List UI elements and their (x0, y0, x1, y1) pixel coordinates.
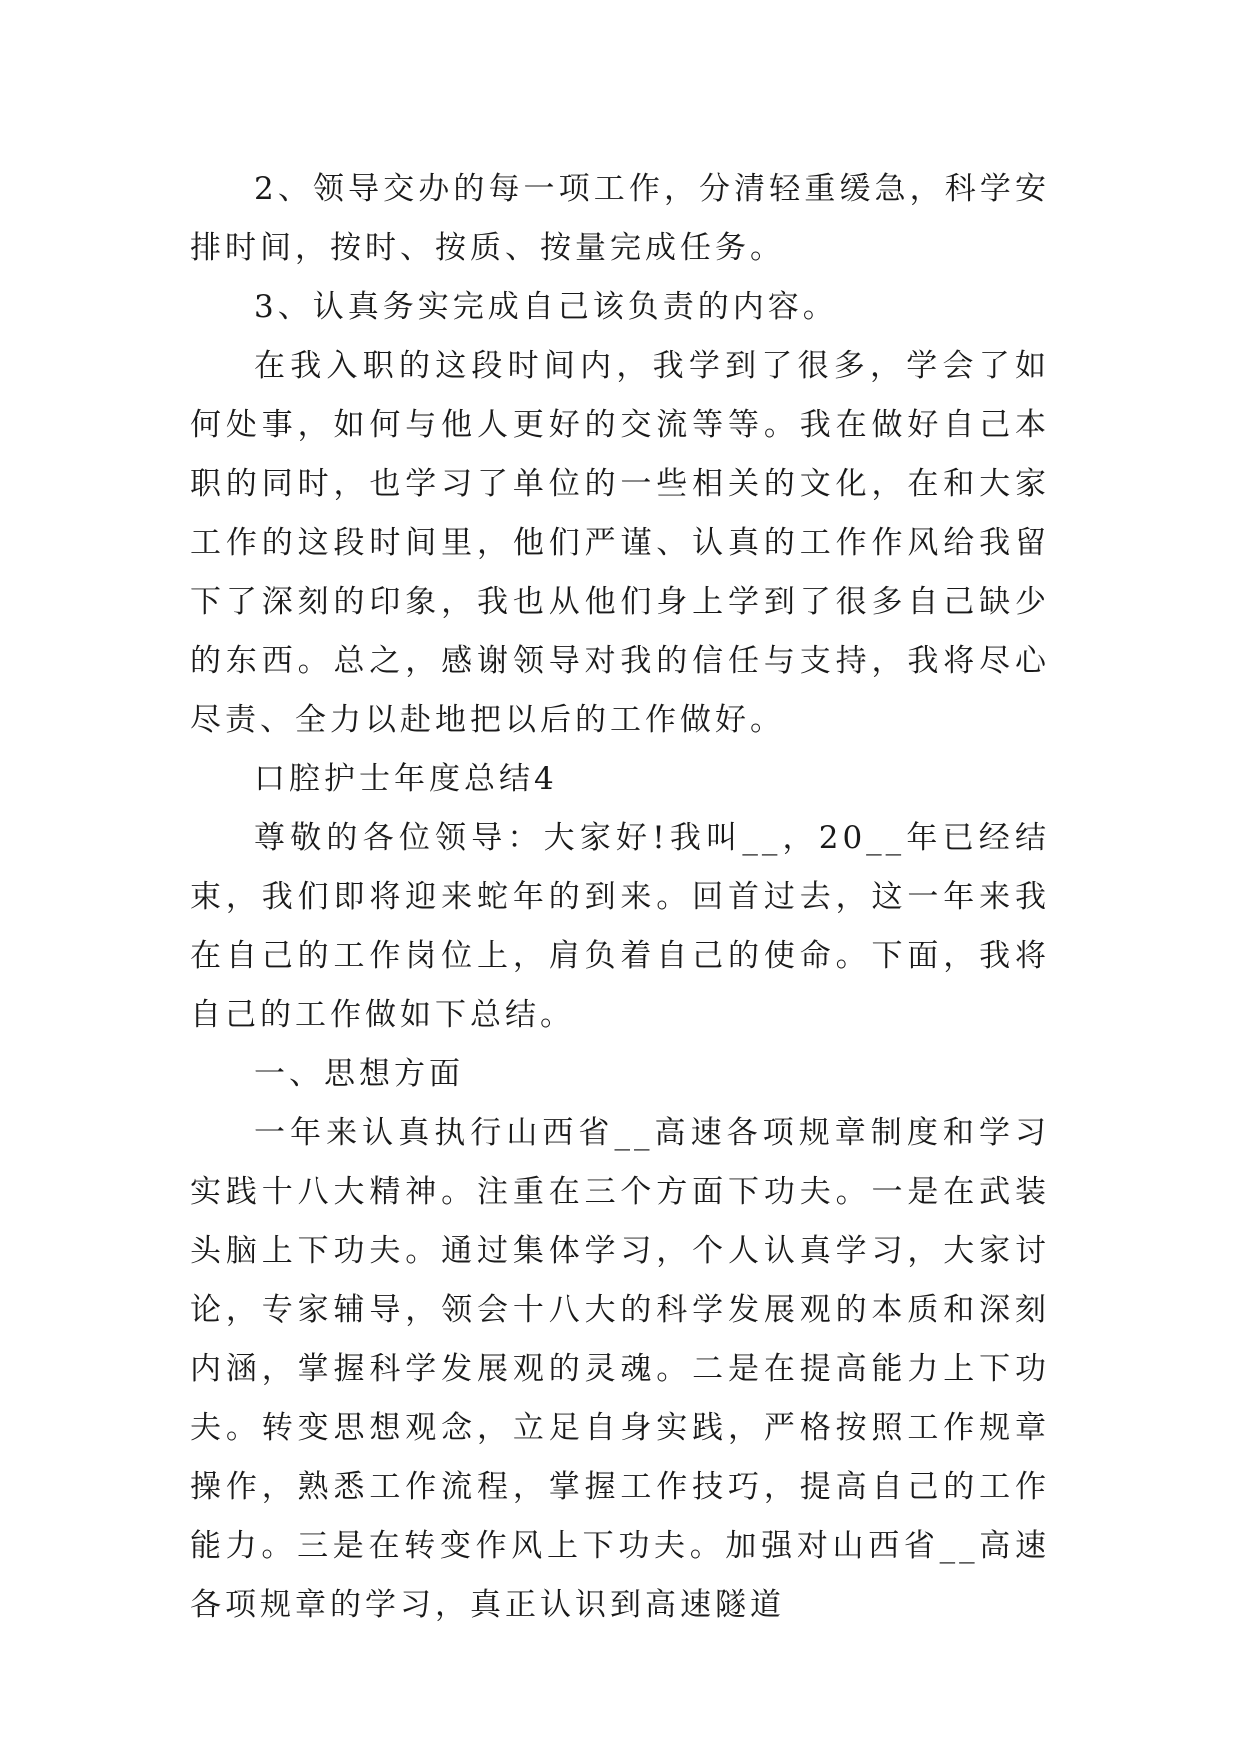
paragraph-ideology: 一年来认真执行山西省__高速各项规章制度和学习实践十八大精神。注重在三个方面下功夫。一是在武装头脑上下功夫。通过集体学习，个人认真学习，大家讨论，专家辅导，领会十八大的科学发展观的本质和深刻内涵，掌握科学发展观的灵魂。二是在提高能力上下功夫。转变思想观念，立足自身实践，严格按照工作规章操作，熟悉工作流程，掌握工作技巧，提高自己的工作能力。三是在转变作风上下功夫。加强对山西省__高速各项规章的学习，真正认识到高速隧道 (190, 1115, 1050, 1623)
paragraph-greeting: 尊敬的各位领导：大家好!我叫__，20__年已经结束，我们即将迎来蛇年的到来。回首过去，这一年来我在自己的工作岗位上，肩负着自己的使命。下面，我将自己的工作做如下总结。 (190, 820, 1050, 1033)
paragraph-reflection: 在我入职的这段时间内，我学到了很多，学会了如何处事，如何与他人更好的交流等等。我在做好自己本职的同时，也学习了单位的一些相关的文化，在和大家工作的这段时间里，他们严谨、认真的工作作风给我留下了深刻的印象，我也从他们身上学到了很多自己缺少的东西。总之，感谢领导对我的信任与支持，我将尽心尽责、全力以赴地把以后的工作做好。 (190, 348, 1050, 738)
section-title: 口腔护士年度总结4 (254, 761, 558, 797)
paragraph-task-2: 2、领导交办的每一项工作，分清轻重缓急，科学安排时间，按时、按质、按量完成任务。 (190, 171, 1050, 266)
paragraph-task-3: 3、认真务实完成自己该负责的内容。 (254, 289, 838, 325)
document-body (190, 160, 1050, 1635)
subsection-heading: 一、思想方面 (254, 1056, 464, 1092)
